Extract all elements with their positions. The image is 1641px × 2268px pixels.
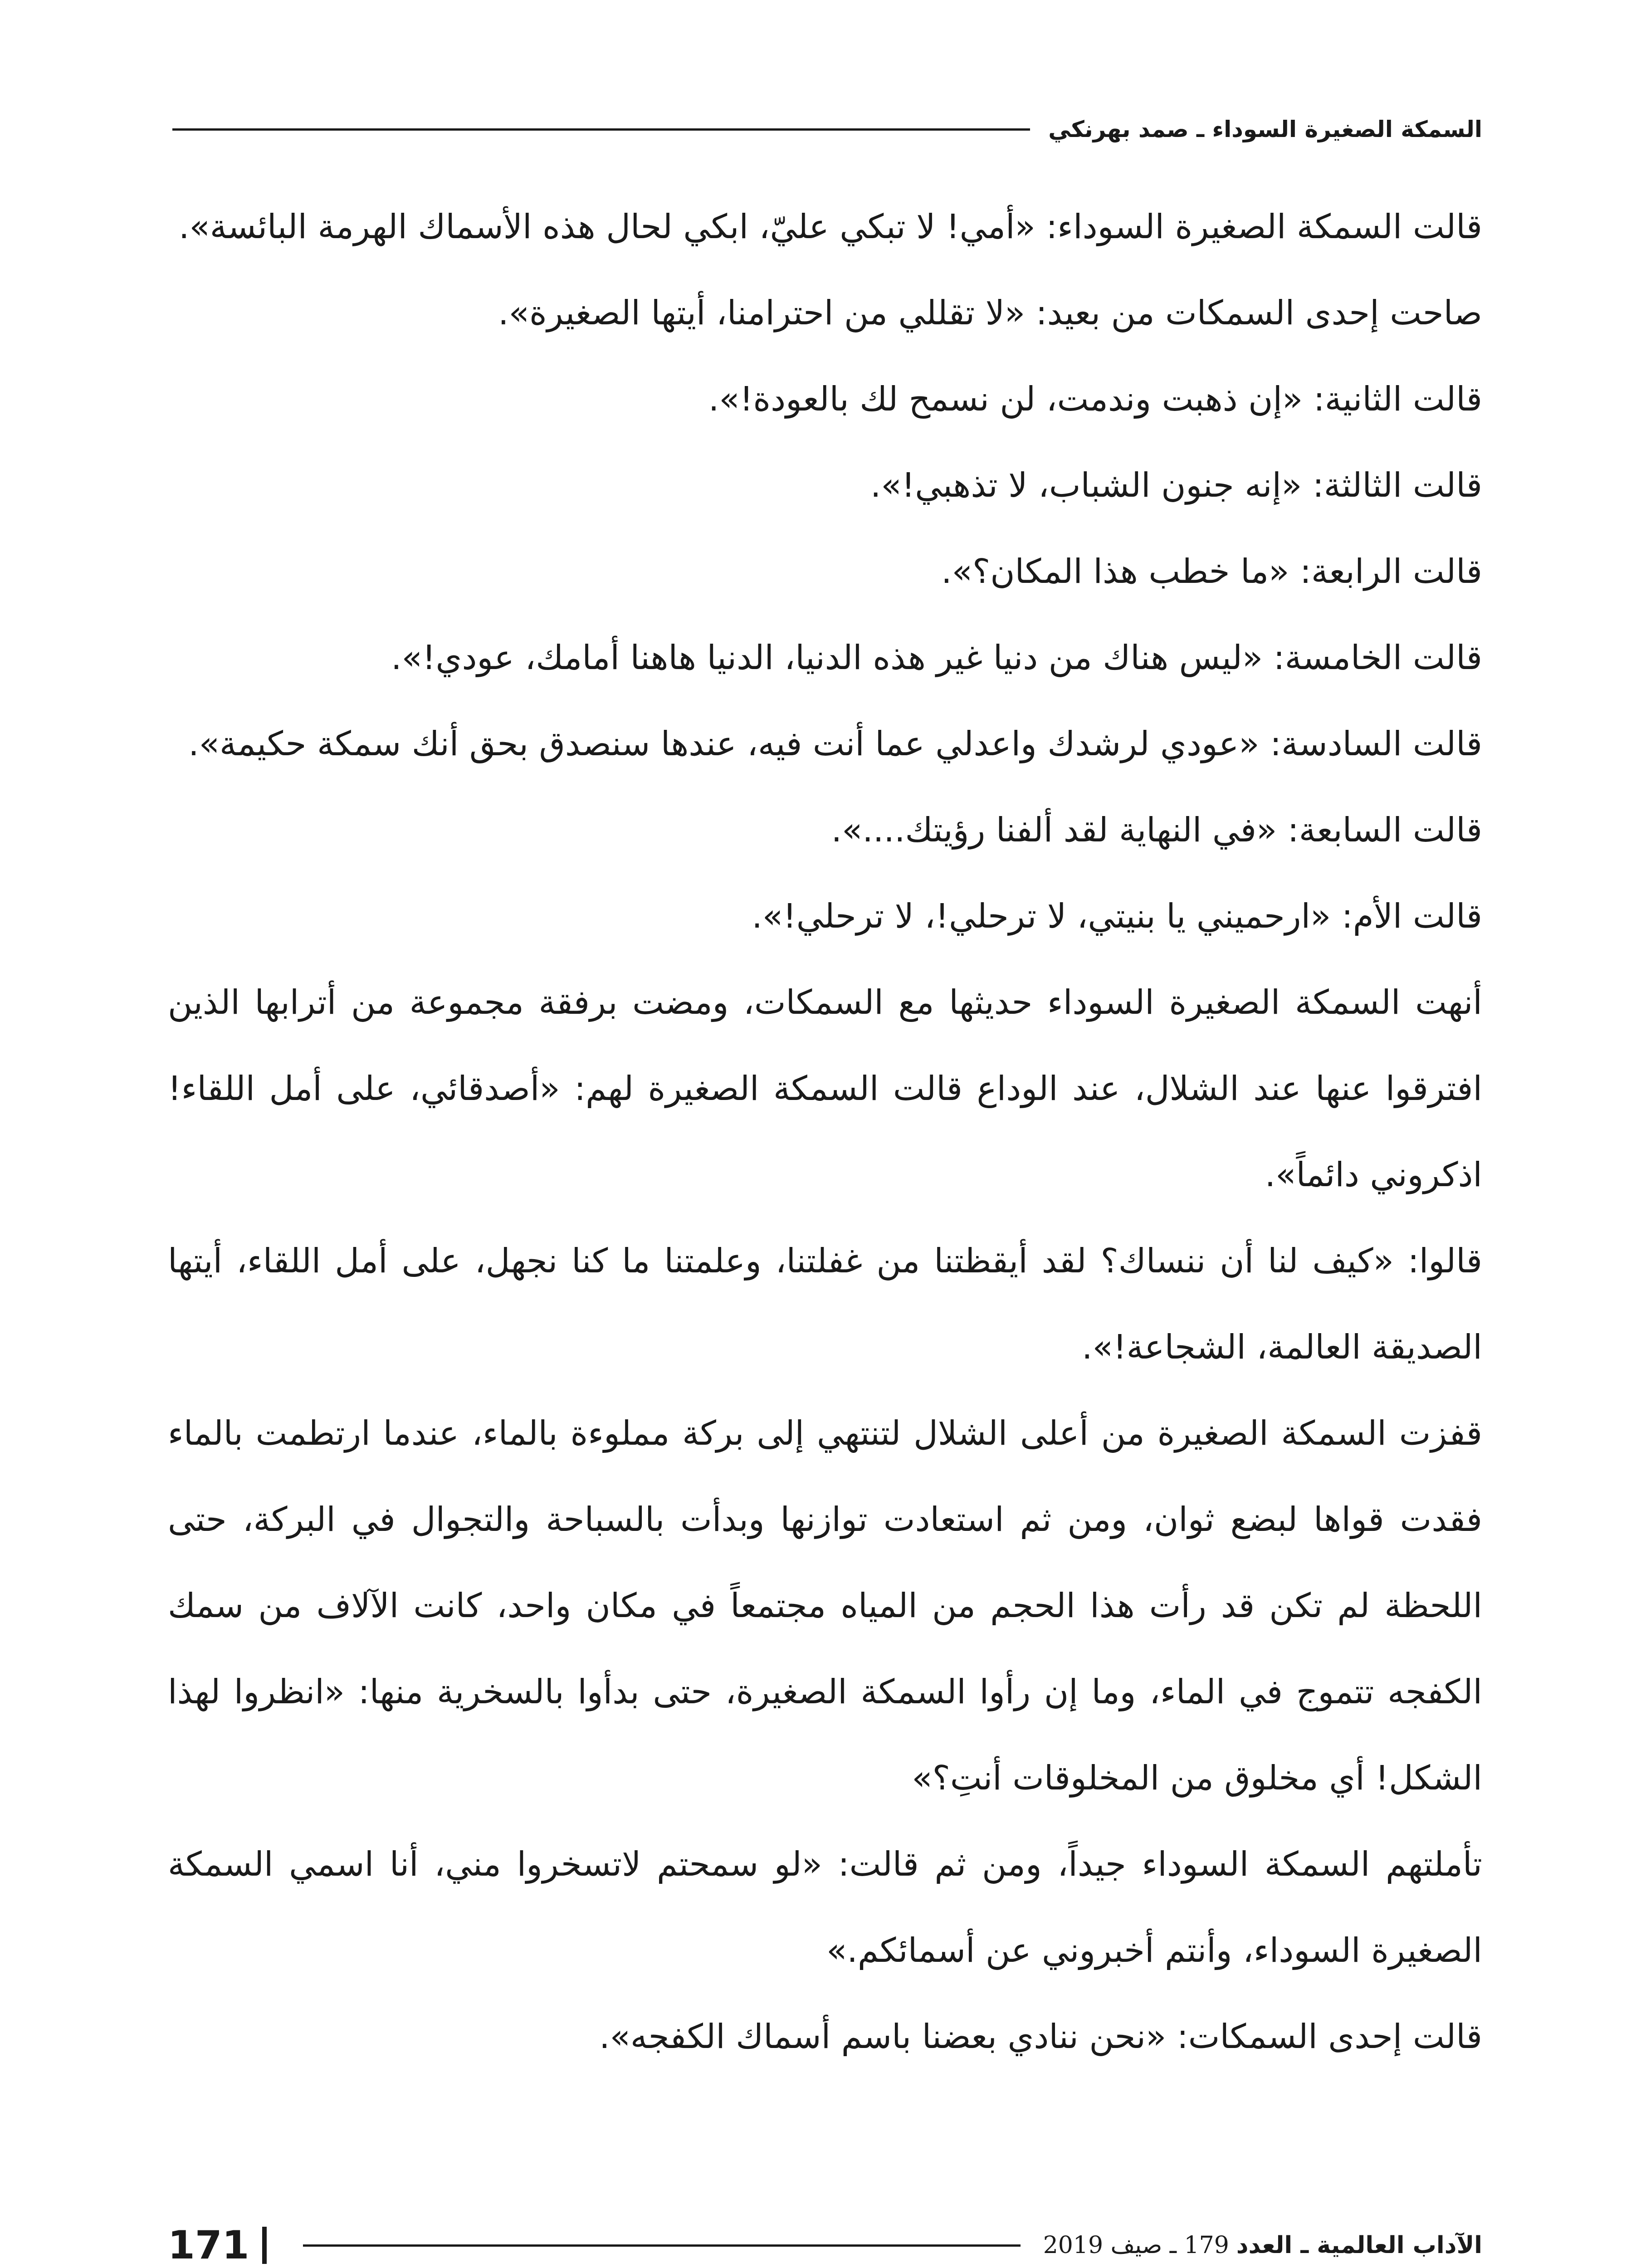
- paragraph: قالت الأم: «ارحميني يا بنيتي، لا ترحلي!، لا ترحلي!».: [752, 897, 1482, 936]
- paragraph: قالت الثالثة: «إنه جنون الشباب، لا تذهبي!».: [870, 466, 1482, 505]
- paragraph: قالت السمكة الصغيرة السوداء: «أمي! لا تبكي عليّ، ابكي لحال هذه الأسماك الهرمة البائسة».: [178, 207, 1482, 246]
- paragraph: صاحت إحدى السمكات من بعيد: «لا تقللي من احترامنا، أيتها الصغيرة».: [498, 293, 1482, 332]
- paragraph: قالت الثانية: «إن ذهبت وندمت، لن نسمح لك بالعودة!».: [708, 380, 1482, 419]
- running-header-title: السمكة الصغيرة السوداء ـ صمد بهرنكي: [1048, 116, 1482, 142]
- footer-journal-name: الآداب العالمية ـ العدد: [1236, 2232, 1482, 2259]
- running-header: [172, 109, 1482, 150]
- article-body: [168, 184, 1482, 2080]
- page-footer: [168, 2223, 1482, 2268]
- paragraph: قفزت السمكة الصغيرة من أعلى الشلال لتنتهي إلى بركة مملوءة بالماء، عندما ارتطمت بالماء فقدت قواها لبضع ثوان، ومن ثم استعادت توازنها وبدأت بالسباحة والتجوال في البركة، حتى اللحظة لم تكن قد رأت هذا الحجم من المياه مجتمعاً في مكان واحد، كانت الآلاف من سمك الكفجه تتموج في الماء، وما إن رأوا السمكة الصغيرة، حتى بدأوا بالسخرية منها: «انظروا لهذا الشكل! أي مخلوق من المخلوقات أنتِ؟»: [168, 1414, 1482, 1798]
- paragraph: قالت السادسة: «عودي لرشدك واعدلي عما أنت فيه، عندها سنصدق بحق أنك سمكة حكيمة».: [188, 724, 1482, 763]
- paragraph: تأملتهم السمكة السوداء جيداً، ومن ثم قالت: «لو سمحتم لاتسخروا مني، أنا اسمي السمكة الصغيرة السوداء، وأنتم أخبروني عن أسمائكم.»: [168, 1845, 1482, 1970]
- paragraph: قالت السابعة: «في النهاية لقد ألفنا رؤيتك....».: [831, 811, 1482, 850]
- paragraph: أنهت السمكة الصغيرة السوداء حديثها مع السمكات، ومضت برفقة مجموعة من أترابها الذين افترقوا عنها عند الشلال، عند الوداع قالت السمكة الصغيرة لهم: «أصدقائي، على أمل اللقاء! اذكروني دائماً».: [168, 983, 1482, 1194]
- page-number: 171: [168, 2223, 249, 2268]
- paragraph: قالوا: «كيف لنا أن ننساك؟ لقد أيقظتنا من غفلتنا، وعلمتنا ما كنا نجهل، على أمل اللقاء، أيتها الصديقة العالمة، الشجاعة!».: [168, 1242, 1482, 1367]
- paragraph: قالت إحدى السمكات: «نحن ننادي بعضنا باسم أسماك الكفجه».: [599, 2017, 1482, 2056]
- footer-issue: 179 ـ صيف 2019: [1043, 2232, 1229, 2259]
- paragraph: قالت الخامسة: «ليس هناك من دنيا غير هذه الدنيا، الدنيا هاهنا أمامك، عودي!».: [391, 638, 1482, 677]
- header-rule: [172, 128, 1030, 131]
- footer-rule: [303, 2244, 1021, 2247]
- footer-separator-bar: [262, 2227, 267, 2264]
- paragraph: قالت الرابعة: «ما خطب هذا المكان؟».: [941, 552, 1482, 591]
